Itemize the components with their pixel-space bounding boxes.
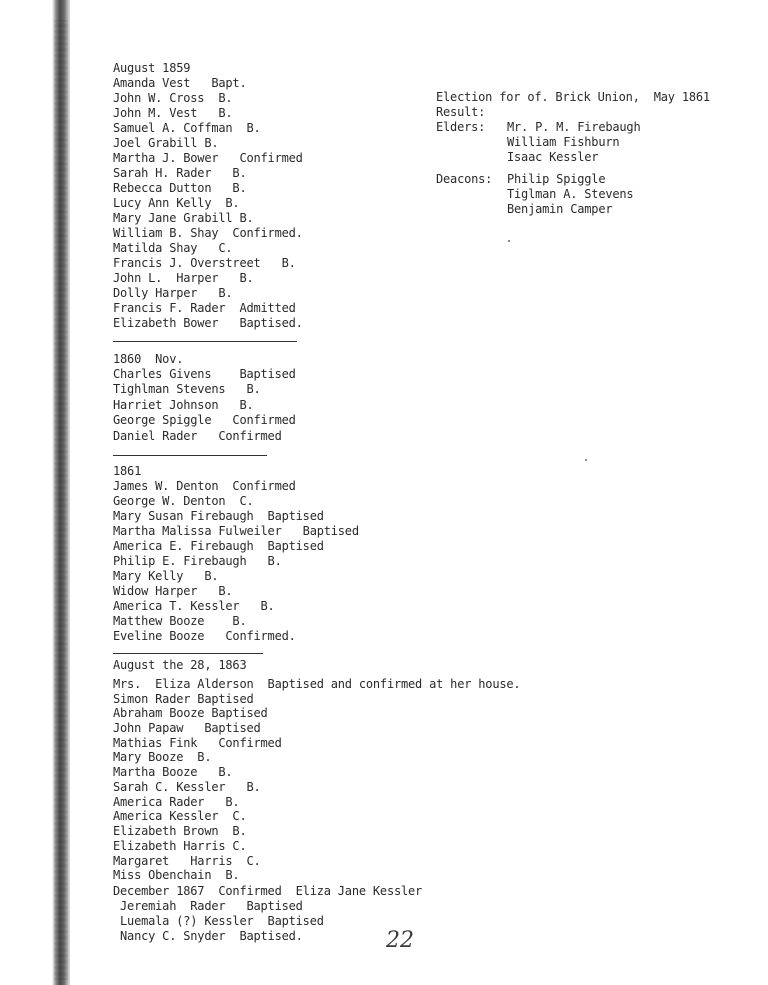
record-line: John Papaw Baptised <box>113 721 261 735</box>
record-line: Elizabeth Brown B. <box>113 824 247 838</box>
record-line: Francis F. Rader Admitted <box>113 301 296 315</box>
record-line: Martha J. Bower Confirmed <box>113 151 303 165</box>
page-number: 22 <box>386 928 414 953</box>
record-line: Martha Booze B. <box>113 765 233 779</box>
elder-name: William Fishburn <box>507 135 620 149</box>
record-line: America Kessler C. <box>113 809 247 823</box>
record-line: Mathias Fink Confirmed <box>113 736 282 750</box>
record-line: America E. Firebaugh Baptised <box>113 539 324 553</box>
elder-name: Isaac Kessler <box>507 150 599 164</box>
section-divider <box>113 653 263 654</box>
election-title: Election for of. Brick Union, May 1861 <box>436 90 710 104</box>
record-line: Philip E. Firebaugh B. <box>113 554 282 568</box>
section-heading: August 1859 <box>113 61 191 75</box>
elders-label: Elders: <box>436 120 486 134</box>
record-line: Mrs. Eliza Alderson Baptised and confirmed at her house. <box>113 677 521 691</box>
deacons-label: Deacons: <box>436 172 493 186</box>
record-line: Simon Rader Baptised <box>113 692 254 706</box>
record-line: Elizabeth Harris C. <box>113 839 247 853</box>
record-line: Martha Malissa Fulweiler Baptised <box>113 524 359 538</box>
binding-texture <box>54 20 68 980</box>
deacon-name: Philip Spiggle <box>507 172 606 186</box>
record-line: Amanda Vest Bapt. <box>113 76 247 90</box>
record-line: Dolly Harper B. <box>113 286 233 300</box>
record-line: America Rader B. <box>113 795 240 809</box>
deacon-name: Benjamin Camper <box>507 202 613 216</box>
section-divider <box>113 455 267 456</box>
record-line: Sarah H. Rader B. <box>113 166 247 180</box>
record-line: John L. Harper B. <box>113 271 254 285</box>
record-line: Mary Booze B. <box>113 750 212 764</box>
record-line: Charles Givens Baptised <box>113 367 296 381</box>
section-heading: 1861 <box>113 464 142 478</box>
section-heading: August the 28, 1863 <box>113 658 247 672</box>
record-line: Samuel A. Coffman B. <box>113 121 261 135</box>
record-line: William B. Shay Confirmed. <box>113 226 303 240</box>
record-line: John W. Cross B. <box>113 91 233 105</box>
record-line: Rebecca Dutton B. <box>113 181 247 195</box>
record-line: George W. Denton C. <box>113 494 254 508</box>
ink-speck <box>508 240 510 242</box>
record-line: Daniel Rader Confirmed <box>113 429 282 443</box>
section-heading: 1860 Nov. <box>113 352 184 366</box>
record-line: John M. Vest B. <box>113 106 233 120</box>
record-line: Mary Kelly B. <box>113 569 219 583</box>
deacon-name: Tiglman A. Stevens <box>507 187 634 201</box>
section-divider <box>113 341 297 342</box>
record-line: Sarah C. Kessler B. <box>113 780 261 794</box>
record-line: America T. Kessler B. <box>113 599 275 613</box>
record-line: Eveline Booze Confirmed. <box>113 629 296 643</box>
record-line: Widow Harper B. <box>113 584 233 598</box>
ink-speck <box>585 459 587 461</box>
record-line: James W. Denton Confirmed <box>113 479 296 493</box>
record-line: December 1867 Confirmed Eliza Jane Kessler <box>113 884 423 898</box>
record-line: Mary Susan Firebaugh Baptised <box>113 509 324 523</box>
record-line: Tighlman Stevens B. <box>113 382 261 396</box>
record-line: Matthew Booze B. <box>113 614 247 628</box>
record-line: Abraham Booze Baptised <box>113 706 268 720</box>
record-line: Miss Obenchain B. <box>113 868 240 882</box>
record-line: Francis J. Overstreet B. <box>113 256 296 270</box>
record-line: Luemala (?) Kessler Baptised <box>113 914 324 928</box>
record-line: Margaret Harris C. <box>113 854 261 868</box>
record-line: Nancy C. Snyder Baptised. <box>113 929 303 943</box>
result-label: Result: <box>436 105 486 119</box>
record-line: George Spiggle Confirmed <box>113 413 296 427</box>
record-line: Elizabeth Bower Baptised. <box>113 316 303 330</box>
record-line: Mary Jane Grabill B. <box>113 211 254 225</box>
record-line: Jeremiah Rader Baptised <box>113 899 303 913</box>
record-line: Matilda Shay C. <box>113 241 233 255</box>
elder-name: Mr. P. M. Firebaugh <box>507 120 641 134</box>
record-line: Harriet Johnson B. <box>113 398 254 412</box>
record-line: Joel Grabill B. <box>113 136 219 150</box>
record-line: Lucy Ann Kelly B. <box>113 196 240 210</box>
